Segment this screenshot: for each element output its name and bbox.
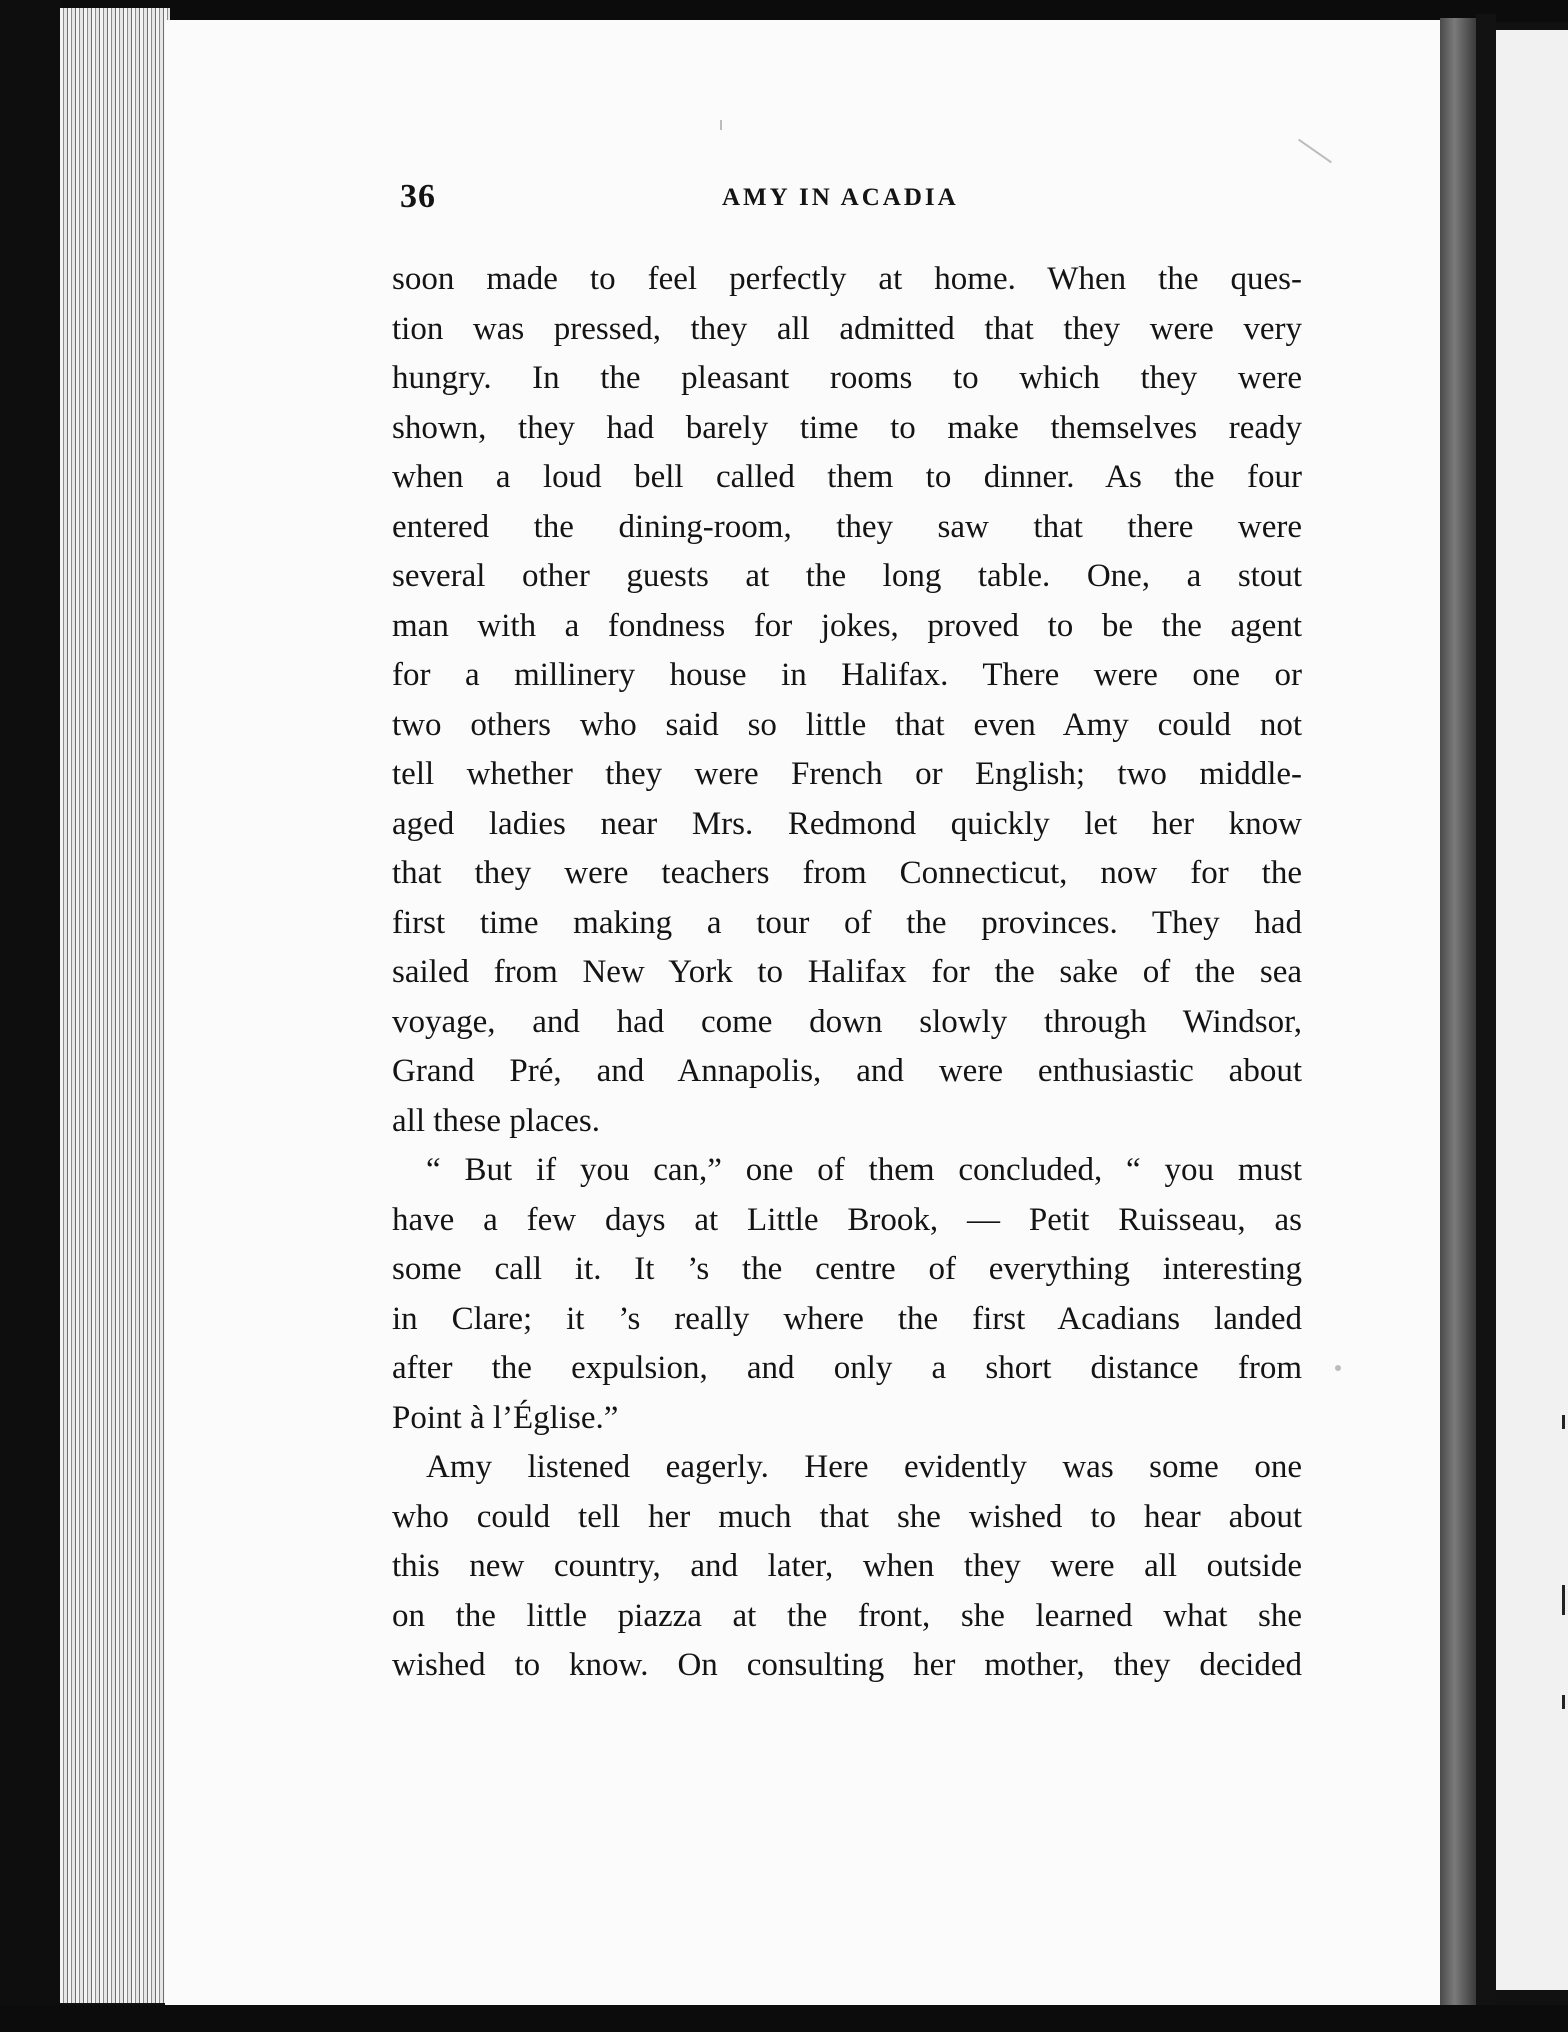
paper-speck bbox=[1298, 139, 1332, 164]
text-line: tion was pressed, they all admitted that they were very bbox=[392, 310, 1302, 347]
scan-top-border bbox=[0, 0, 1568, 22]
scan-bottom-border bbox=[0, 2005, 1568, 2032]
text-line: some call it. It ’s the centre of everything interesting bbox=[392, 1251, 1302, 1287]
text-line: two others who said so little that even Amy could not bbox=[392, 706, 1302, 743]
paragraph-3 bbox=[392, 1443, 1302, 1691]
text-line: Grand Pré, and Annapolis, and were enthusiastic about bbox=[392, 1053, 1302, 1089]
text-line: sailed from New York to Halifax for the sake of the sea bbox=[392, 954, 1302, 990]
facing-page-mark bbox=[1562, 1415, 1565, 1429]
body-text bbox=[392, 255, 1302, 1691]
binding-gutter bbox=[1440, 18, 1476, 2008]
text-line: that they were teachers from Connecticut, now for the bbox=[392, 855, 1302, 891]
paragraph-1 bbox=[392, 255, 1302, 1146]
text-line: “ But if you can,” one of them concluded, “ you must bbox=[426, 1152, 1302, 1188]
text-line: wished to know. On consulting her mother, they decided bbox=[392, 1647, 1302, 1683]
text-line: in Clare; it ’s really where the first Acadians landed bbox=[392, 1300, 1302, 1337]
text-line: entered the dining-room, they saw that there were bbox=[392, 508, 1302, 545]
text-line: Amy listened eagerly. Here evidently was some one bbox=[426, 1449, 1302, 1485]
text-line: have a few days at Little Brook, — Petit Ruisseau, as bbox=[392, 1201, 1302, 1238]
paper-speck bbox=[720, 120, 722, 130]
text-line: who could tell her much that she wished to hear about bbox=[392, 1498, 1302, 1535]
text-line: aged ladies near Mrs. Redmond quickly let her know bbox=[392, 805, 1302, 842]
text-line: first time making a tour of the provinces. They had bbox=[392, 904, 1302, 941]
text-line: when a loud bell called them to dinner. As the four bbox=[392, 459, 1302, 495]
page-header bbox=[400, 178, 1290, 226]
binding-shadow bbox=[1476, 14, 1496, 2009]
facing-page-edge bbox=[1496, 30, 1568, 1990]
text-line: Point à l’Église.” bbox=[392, 1399, 619, 1436]
text-line: shown, they had barely time to make themselves ready bbox=[392, 409, 1302, 446]
text-line: several other guests at the long table. One, a stout bbox=[392, 558, 1302, 594]
paragraph-2 bbox=[392, 1146, 1302, 1443]
text-line: for a millinery house in Halifax. There were one or bbox=[392, 657, 1302, 693]
text-line: man with a fondness for jokes, proved to be the agent bbox=[392, 607, 1302, 644]
text-line: all these places. bbox=[392, 1102, 600, 1139]
text-line: tell whether they were French or English; two middle- bbox=[392, 756, 1302, 792]
text-line: this new country, and later, when they were all outside bbox=[392, 1548, 1302, 1584]
text-line: hungry. In the pleasant rooms to which they were bbox=[392, 360, 1302, 396]
facing-page-mark bbox=[1562, 1585, 1565, 1615]
text-line: on the little piazza at the front, she learned what she bbox=[392, 1597, 1302, 1634]
page-number: 36 bbox=[400, 178, 436, 215]
text-line: soon made to feel perfectly at home. When the ques- bbox=[392, 261, 1302, 297]
text-line: after the expulsion, and only a short distance from bbox=[392, 1350, 1302, 1386]
running-head: AMY IN ACADIA bbox=[722, 184, 959, 211]
scan-left-border bbox=[0, 0, 62, 2032]
page-stack-edges bbox=[60, 8, 170, 2003]
facing-page-mark bbox=[1562, 1695, 1565, 1709]
text-line: voyage, and had come down slowly through Windsor, bbox=[392, 1003, 1302, 1040]
paper-speck bbox=[1335, 1365, 1341, 1371]
